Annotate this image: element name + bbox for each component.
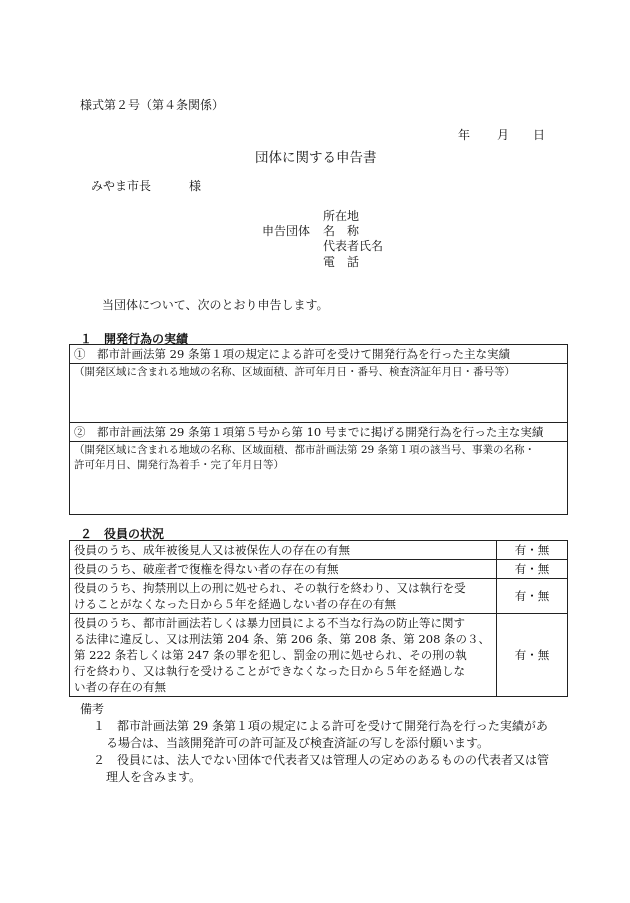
row-text-line: る法律に違反し、又は刑法第 204 条、第 206 条、第 208 条、第 208 条の３、 [74,632,491,646]
officer-row [70,560,568,579]
section2-heading: ２ 役員の状況 [80,527,165,541]
section1-heading: １ 開発行為の実績 [80,332,189,346]
representative-label: 代表者氏名 [323,239,384,253]
item1-heading: ① 都市計画法第 29 条第１項の規定による許可を受けて開発行為を行った主な実績 [70,345,568,364]
addressee-honorific: 様 [189,179,202,193]
row-text-line: 役員のうち、拘禁刑以上の刑に処せられ、その執行を終わり、又は執行を受 [74,581,466,595]
name-label: 名 称 [323,224,360,238]
row-text-line: 第 222 条若しくは第 247 条の罪を犯し、罰金の刑に処せられ、その刑の執 [74,648,467,662]
remark-2-line-2: 理人を含みます。 [106,770,202,784]
officer-row-text [70,614,497,697]
officer-row-text [70,579,497,614]
yes-no-choice[interactable]: 有・無 [497,614,568,697]
officer-row [70,541,568,560]
remark-1-line-1: １ 都市計画法第 29 条第１項の規定による許可を受けて開発行為を行った実績があ [93,719,548,733]
development-record-table [69,344,568,515]
date-month: 月 [497,128,510,142]
row-text-line: 役員のうち、都市計画法若しくは暴力団員による不当な行為の防止等に関す [74,616,465,630]
item1-note-cell [70,364,568,423]
officer-row [70,579,568,614]
officers-table [69,540,568,697]
row-text-line: 役員のうち、破産者で復権を得ない者の存在の有無 [74,562,339,576]
remarks-heading: 備考 [80,702,105,716]
date-year: 年 [458,128,471,142]
officer-row-text [70,560,497,579]
document-title: 団体に関する申告書 [255,150,377,166]
yes-no-choice[interactable]: 有・無 [497,541,568,560]
phone-label: 電 話 [323,255,360,269]
item2-note-cell [70,442,568,515]
remark-2-line-1: ２ 役員には、法人でない団体で代表者又は管理人の定めのあるものの代表者又は管 [93,753,550,767]
officer-row [70,614,568,697]
intro-text: 当団体について、次のとおり申告します。 [102,298,329,312]
remark-1-line-2: る場合は、当該開発許可の許可証及び検査済証の写しを添付願います。 [106,736,490,750]
applicant-group-label: 申告団体 [262,224,311,238]
address-label: 所在地 [323,209,360,223]
officer-row-text [70,541,497,560]
addressee-name: みやま市長 [91,179,152,193]
yes-no-choice[interactable]: 有・無 [497,579,568,614]
row-text-line: けることがなくなった日から５年を経過しない者の存在の有無 [74,597,396,611]
form-number: 様式第２号（第４条関係） [80,98,225,112]
item2-note-line-1: （開発区域に含まれる地域の名称、区域面積、都市計画法第 29 条第１項の該当号、事業の名称・ [74,444,536,456]
date-day: 日 [533,128,546,142]
row-text-line: 行を終わり、又は執行を受けることができなくなった日から５年を経過しな [74,664,465,678]
row-text-line: い者の存在の有無 [74,680,166,694]
item2-note-line-2: 許可年月日、開発行為着手・完了年月日等） [74,459,284,471]
item2-heading: ② 都市計画法第 29 条第１項第５号から第 10 号までに掲げる開発行為を行った主な実績 [70,423,568,442]
row-text-line: 役員のうち、成年被後見人又は被保佐人の存在の有無 [74,543,350,557]
yes-no-choice[interactable]: 有・無 [497,560,568,579]
item1-note: （開発区域に含まれる地域の名称、区域面積、許可年月日・番号、検査済証年月日・番号等） [74,366,515,378]
